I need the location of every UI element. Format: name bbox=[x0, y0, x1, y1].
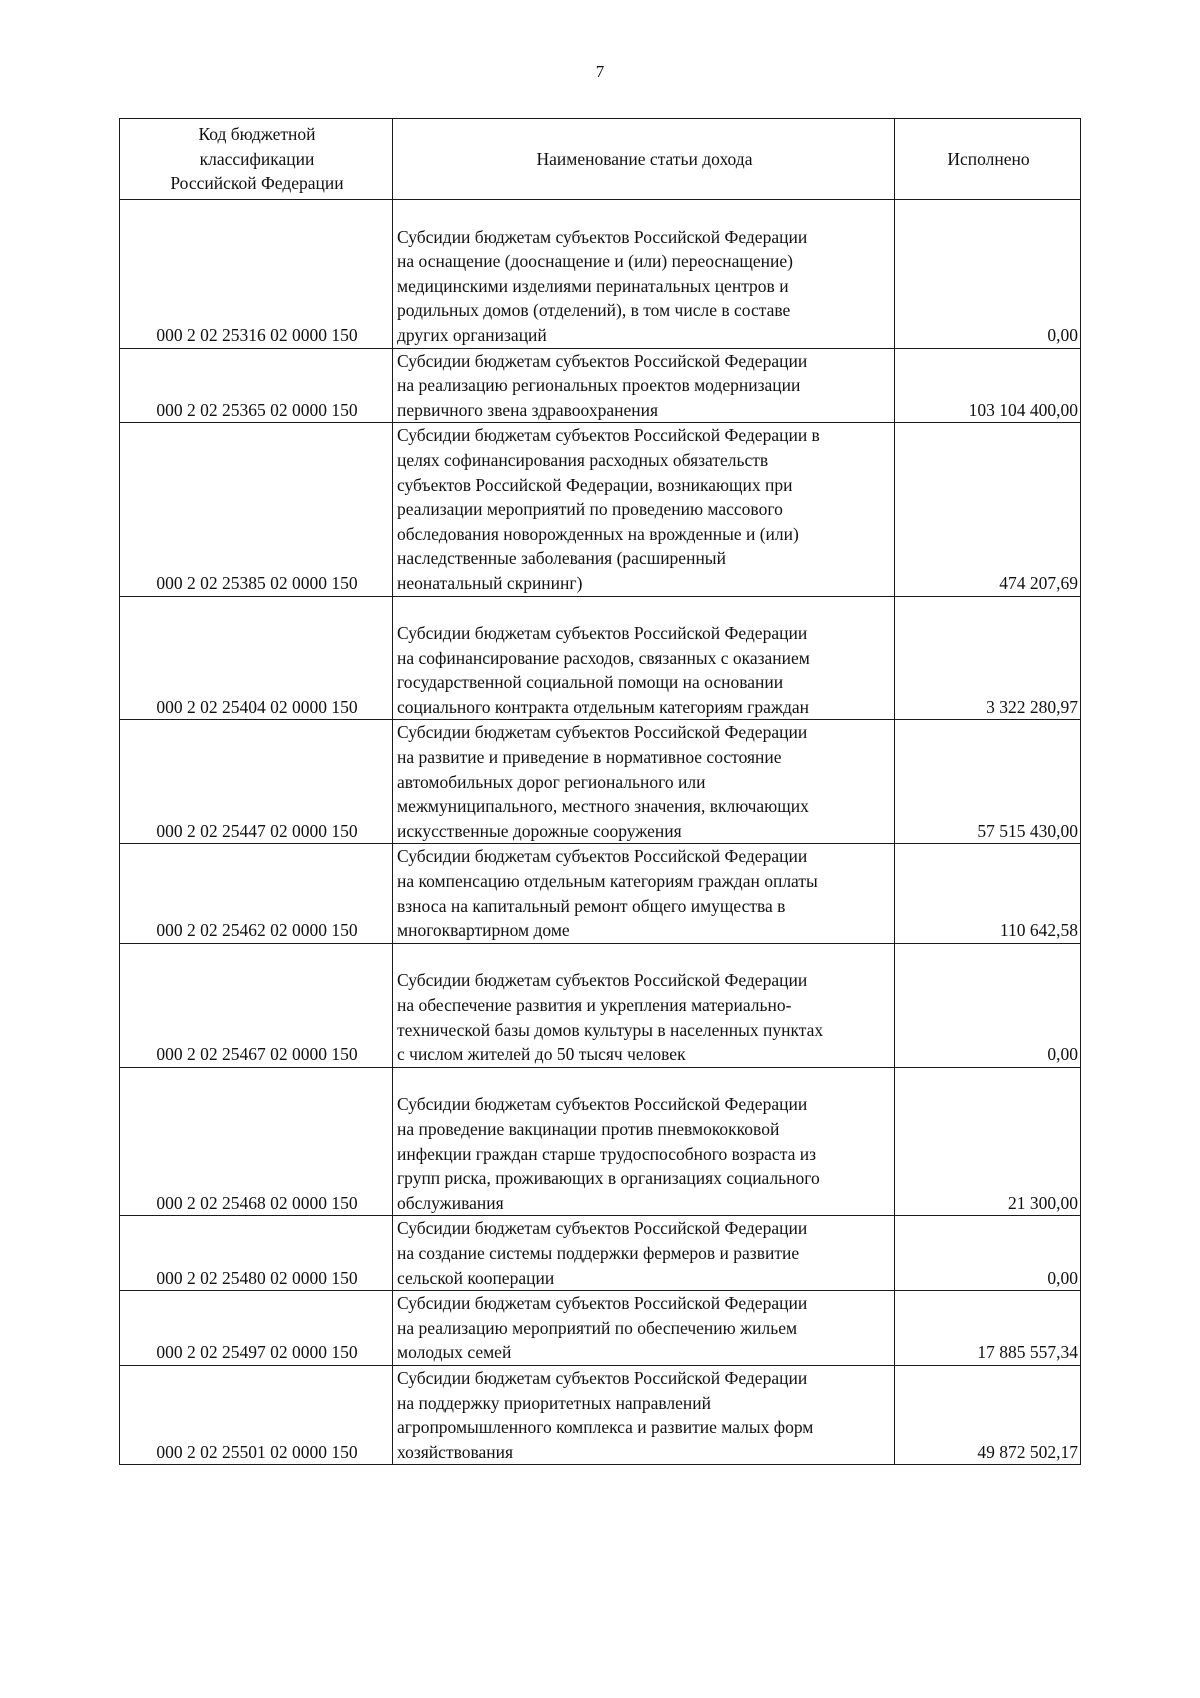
revenue-name-line: технической базы домов культуры в населенных пунктах bbox=[397, 1019, 824, 1040]
revenue-name-line: взноса на капитальный ремонт общего имущества в bbox=[397, 895, 786, 916]
executed-amount-cell: 0,00 bbox=[895, 943, 1081, 1067]
revenue-name-line: хозяйствования bbox=[397, 1441, 514, 1462]
revenue-name-line: медицинскими изделиями перинатальных центров и bbox=[397, 275, 789, 296]
revenue-name-line: многоквартирном доме bbox=[397, 920, 570, 941]
revenue-name-line: Субсидии бюджетам субъектов Российской Федерации bbox=[397, 1367, 808, 1388]
table-row bbox=[120, 423, 1081, 596]
revenue-name-line: родильных домов (отделений), в том числе в составе bbox=[397, 300, 791, 321]
executed-amount-cell: 17 885 557,34 bbox=[895, 1291, 1081, 1366]
budget-code-cell: 000 2 02 25365 02 0000 150 bbox=[120, 348, 393, 423]
revenue-name-line: целях софинансирования расходных обязательств bbox=[397, 449, 769, 470]
revenue-name-line: на проведение вакцинации против пневмококковой bbox=[397, 1118, 780, 1139]
table-row bbox=[120, 844, 1081, 943]
budget-code-cell: 000 2 02 25316 02 0000 150 bbox=[120, 200, 393, 349]
revenue-name-line: Субсидии бюджетам субъектов Российской Федерации bbox=[397, 226, 808, 247]
budget-revenue-table bbox=[119, 118, 1081, 1465]
table-row bbox=[120, 596, 1081, 720]
revenue-name-line: инфекции граждан старше трудоспособного возраста из bbox=[397, 1143, 816, 1164]
revenue-name-line: Субсидии бюджетам субъектов Российской Федерации bbox=[397, 1094, 808, 1115]
budget-code-cell: 000 2 02 25501 02 0000 150 bbox=[120, 1365, 393, 1464]
revenue-name-line: на создание системы поддержки фермеров и развитие bbox=[397, 1242, 800, 1263]
revenue-name-line: Субсидии бюджетам субъектов Российской Федерации bbox=[397, 1218, 808, 1239]
header-name: Наименование статьи дохода bbox=[393, 119, 895, 200]
budget-code-cell: 000 2 02 25467 02 0000 150 bbox=[120, 943, 393, 1067]
revenue-name-line: сельской кооперации bbox=[397, 1267, 555, 1288]
revenue-name-cell bbox=[393, 1365, 895, 1464]
revenue-name-line: социального контракта отдельным категориям граждан bbox=[397, 696, 810, 717]
revenue-name-line: на обеспечение развития и укрепления материально- bbox=[397, 995, 792, 1015]
revenue-name-line: Субсидии бюджетам субъектов Российской Федерации в bbox=[397, 425, 820, 446]
revenue-name-line: обслуживания bbox=[397, 1192, 504, 1213]
revenue-name-line: на реализацию региональных проектов модернизации bbox=[397, 375, 801, 396]
revenue-name-line: Субсидии бюджетам субъектов Российской Федерации bbox=[397, 623, 808, 644]
revenue-name-cell bbox=[393, 348, 895, 423]
table-row bbox=[120, 1067, 1081, 1216]
revenue-name-line: Субсидии бюджетам субъектов Российской Федерации bbox=[397, 722, 808, 743]
revenue-name-line: реализации мероприятий по проведению массового bbox=[397, 499, 783, 520]
revenue-name-line: наследственные заболевания (расширенный bbox=[397, 548, 726, 569]
executed-amount-cell: 474 207,69 bbox=[895, 423, 1081, 596]
budget-code-cell: 000 2 02 25404 02 0000 150 bbox=[120, 596, 393, 720]
revenue-name-cell bbox=[393, 943, 895, 1067]
revenue-name-cell bbox=[393, 423, 895, 596]
executed-amount-cell: 3 322 280,97 bbox=[895, 596, 1081, 720]
revenue-name-line: групп риска, проживающих в организациях социального bbox=[397, 1168, 820, 1189]
header-code-line: Российской Федерации bbox=[170, 173, 344, 194]
table-row bbox=[120, 348, 1081, 423]
executed-amount-cell: 0,00 bbox=[895, 200, 1081, 349]
budget-code-cell: 000 2 02 25480 02 0000 150 bbox=[120, 1216, 393, 1291]
revenue-name-line: Субсидии бюджетам субъектов Российской Федерации bbox=[397, 350, 808, 371]
revenue-name-line: субъектов Российской Федерации, возникающих при bbox=[397, 474, 793, 495]
revenue-name-cell bbox=[393, 200, 895, 349]
revenue-name-line: Субсидии бюджетам субъектов Российской Федерации bbox=[397, 1293, 808, 1314]
header-value: Исполнено bbox=[895, 119, 1081, 200]
revenue-name-line: неонатальный скрининг) bbox=[397, 572, 583, 593]
header-code-line: классификации bbox=[199, 148, 315, 169]
revenue-name-line: государственной социальной помощи на основании bbox=[397, 672, 784, 693]
executed-amount-cell: 103 104 400,00 bbox=[895, 348, 1081, 423]
revenue-name-line: агропромышленного комплекса и развитие малых форм bbox=[397, 1417, 814, 1438]
table-header bbox=[120, 119, 1081, 200]
revenue-name-line: первичного звена здравоохранения bbox=[397, 399, 659, 420]
revenue-name-line: на реализацию мероприятий по обеспечению жильем bbox=[397, 1317, 798, 1338]
revenue-name-line: на компенсацию отдельным категориям граждан оплаты bbox=[397, 871, 818, 892]
revenue-name-cell bbox=[393, 844, 895, 943]
table-body bbox=[120, 200, 1081, 1465]
header-code-line: Код бюджетной bbox=[198, 124, 316, 145]
blank-line bbox=[397, 597, 892, 622]
page-number: 7 bbox=[595, 62, 605, 81]
revenue-name-cell bbox=[393, 720, 895, 844]
executed-amount-cell: 49 872 502,17 bbox=[895, 1365, 1081, 1464]
revenue-name-cell bbox=[393, 596, 895, 720]
executed-amount-cell: 0,00 bbox=[895, 1216, 1081, 1291]
revenue-name-line: на поддержку приоритетных направлений bbox=[397, 1392, 711, 1413]
executed-amount-cell: 110 642,58 bbox=[895, 844, 1081, 943]
header-row bbox=[120, 119, 1081, 200]
revenue-name-line: искусственные дорожные сооружения bbox=[397, 820, 682, 841]
blank-line bbox=[397, 200, 892, 225]
revenue-name-line: на софинансирование расходов, связанных с оказанием bbox=[397, 647, 810, 668]
revenue-name-cell bbox=[393, 1216, 895, 1291]
revenue-name-line: Субсидии бюджетам субъектов Российской Федерации bbox=[397, 846, 808, 867]
revenue-name-line: с числом жителей до 50 тысяч человек bbox=[397, 1044, 686, 1065]
table-row bbox=[120, 943, 1081, 1067]
revenue-name-line: Субсидии бюджетам субъектов Российской Федерации bbox=[397, 970, 808, 991]
revenue-name-line: на развитие и приведение в нормативное состояние bbox=[397, 747, 782, 768]
revenue-name-line: других организаций bbox=[397, 324, 547, 345]
revenue-name-line: молодых семей bbox=[397, 1342, 512, 1363]
budget-code-cell: 000 2 02 25497 02 0000 150 bbox=[120, 1291, 393, 1366]
executed-amount-cell: 57 515 430,00 bbox=[895, 720, 1081, 844]
blank-line bbox=[397, 944, 892, 969]
revenue-name-line: межмуниципального, местного значения, включающих bbox=[397, 796, 809, 817]
budget-code-cell: 000 2 02 25468 02 0000 150 bbox=[120, 1067, 393, 1216]
revenue-name-cell bbox=[393, 1067, 895, 1216]
table-row bbox=[120, 1365, 1081, 1464]
budget-code-cell: 000 2 02 25447 02 0000 150 bbox=[120, 720, 393, 844]
table-row bbox=[120, 720, 1081, 844]
header-code bbox=[120, 119, 393, 200]
revenue-name-line: автомобильных дорог регионального или bbox=[397, 771, 706, 792]
executed-amount-cell: 21 300,00 bbox=[895, 1067, 1081, 1216]
blank-line bbox=[397, 1068, 892, 1093]
revenue-name-cell bbox=[393, 1291, 895, 1366]
budget-code-cell: 000 2 02 25462 02 0000 150 bbox=[120, 844, 393, 943]
table-row bbox=[120, 1216, 1081, 1291]
revenue-name-line: обследования новорожденных на врожденные и (или) bbox=[397, 523, 799, 544]
table-row bbox=[120, 200, 1081, 349]
revenue-name-line: на оснащение (дооснащение и (или) переоснащение) bbox=[397, 251, 793, 272]
table-row bbox=[120, 1291, 1081, 1366]
budget-code-cell: 000 2 02 25385 02 0000 150 bbox=[120, 423, 393, 596]
